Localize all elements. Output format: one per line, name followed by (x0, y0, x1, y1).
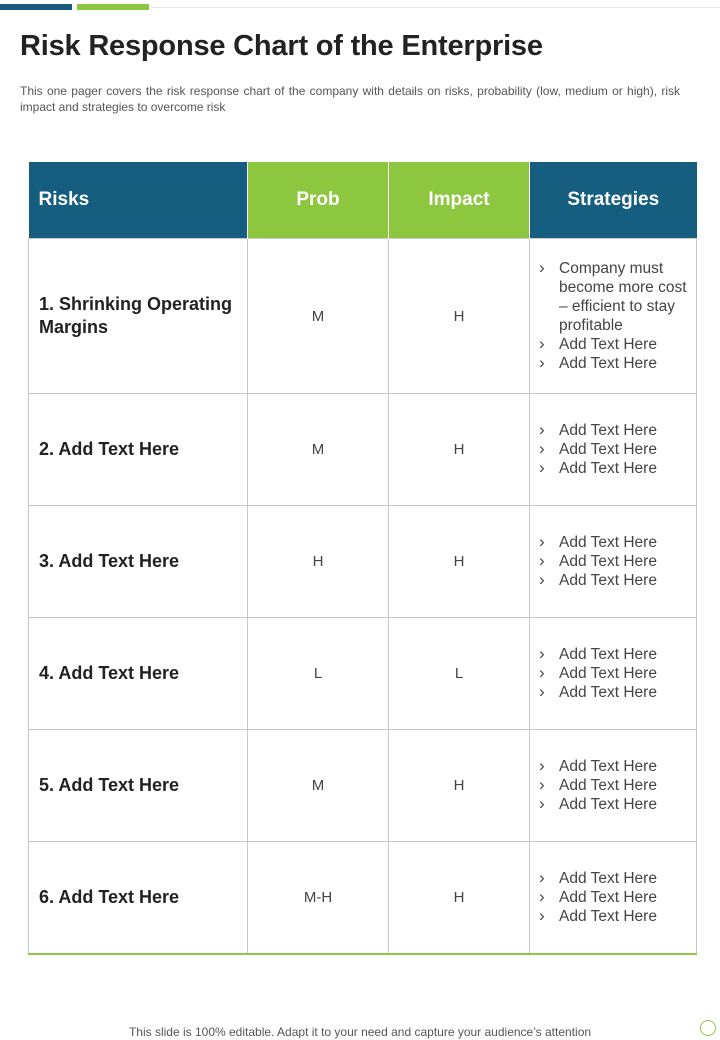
strategy-item: › Company must become more cost – efficient to stay profitable (539, 259, 688, 335)
header-impact: Impact (389, 162, 530, 239)
table-row (29, 730, 697, 842)
risk-name-cell: 6. Add Text Here (29, 842, 248, 954)
strategy-item: › Add Text Here (539, 664, 688, 683)
strategy-item: › Add Text Here (539, 421, 688, 440)
accent-segment-navy (0, 4, 72, 10)
probability-cell: M-H (248, 842, 389, 954)
strategy-item: › Add Text Here (539, 440, 688, 459)
strategy-list (530, 421, 696, 478)
risk-name-cell: 3. Add Text Here (29, 506, 248, 618)
risk-name-cell: 1. Shrinking Operating Margins (29, 239, 248, 394)
risk-name-cell: 4. Add Text Here (29, 618, 248, 730)
probability-cell: M (248, 394, 389, 506)
strategy-item: › Add Text Here (539, 459, 688, 478)
strategy-item: › Add Text Here (539, 645, 688, 664)
header-risks: Risks (29, 162, 248, 239)
strategy-list (530, 533, 696, 590)
page-title: Risk Response Chart of the Enterprise (20, 30, 543, 62)
strategies-cell (530, 239, 697, 394)
accent-segment-green (77, 4, 149, 10)
strategy-list (530, 869, 696, 926)
strategy-list (530, 645, 696, 702)
impact-cell: H (389, 239, 530, 394)
circle-icon (700, 1020, 716, 1036)
impact-cell: H (389, 730, 530, 842)
table-row (29, 394, 697, 506)
impact-cell: H (389, 842, 530, 954)
risk-name-cell: 2. Add Text Here (29, 394, 248, 506)
strategy-item: › Add Text Here (539, 683, 688, 702)
strategy-item: › Add Text Here (539, 757, 688, 776)
strategy-item: › Add Text Here (539, 571, 688, 590)
risk-name-cell: 5. Add Text Here (29, 730, 248, 842)
strategy-list (530, 757, 696, 814)
strategies-cell (530, 394, 697, 506)
probability-cell: H (248, 506, 389, 618)
strategy-item: › Add Text Here (539, 795, 688, 814)
strategy-item: › Add Text Here (539, 552, 688, 571)
impact-cell: L (389, 618, 530, 730)
impact-cell: H (389, 394, 530, 506)
strategy-item: › Add Text Here (539, 354, 688, 373)
table-row (29, 842, 697, 954)
top-accent-bar (0, 0, 720, 10)
risk-response-table (28, 162, 697, 955)
strategy-item: › Add Text Here (539, 907, 688, 926)
table-row (29, 618, 697, 730)
probability-cell: M (248, 730, 389, 842)
strategies-cell (530, 842, 697, 954)
strategy-list (530, 259, 696, 373)
header-prob: Prob (248, 162, 389, 239)
strategies-cell (530, 618, 697, 730)
strategies-cell (530, 506, 697, 618)
footer-note: This slide is 100% editable. Adapt it to your need and capture your audience’s attention (128, 1025, 592, 1039)
table-row (29, 506, 697, 618)
header-strategies: Strategies (530, 162, 697, 239)
table-row (29, 239, 697, 394)
table-header-row (29, 162, 697, 239)
accent-divider-line (150, 7, 720, 8)
strategy-item: › Add Text Here (539, 533, 688, 552)
page-subtitle: This one pager covers the risk response chart of the company with details on risks, probability (low, medium or high), risk impact and strategies to overcome risk (20, 84, 680, 114)
impact-cell: H (389, 506, 530, 618)
strategies-cell (530, 730, 697, 842)
probability-cell: L (248, 618, 389, 730)
strategy-item: › Add Text Here (539, 776, 688, 795)
strategy-item: › Add Text Here (539, 335, 688, 354)
probability-cell: M (248, 239, 389, 394)
strategy-item: › Add Text Here (539, 888, 688, 907)
strategy-item: › Add Text Here (539, 869, 688, 888)
